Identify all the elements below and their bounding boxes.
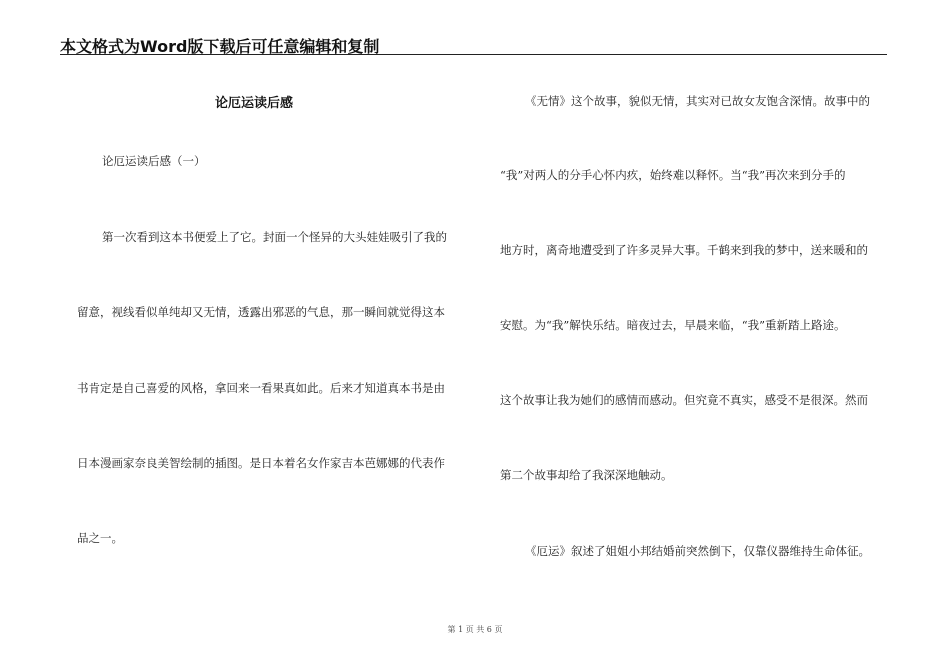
paragraph-line: 论厄运读后感（一） <box>102 154 206 168</box>
paragraph-line: 留意，视线看似单纯却又无情，透露出邪恶的气息，那一瞬间就觉得这本 <box>77 305 445 319</box>
paragraph-line: 地方时，离奇地遭受到了许多灵异大事。千鹤来到我的梦中，送来暖和的 <box>500 243 868 257</box>
paragraph-line: 第一次看到这本书便爱上了它。封面一个怪异的大头娃娃吸引了我的 <box>102 230 447 244</box>
paragraph-line: 《无情》这个故事，貌似无情，其实对已故女友饱含深情。故事中的 <box>525 94 870 108</box>
document-title: 论厄运读后感 <box>215 96 294 111</box>
paragraph-line: “我”对两人的分手心怀内疚，始终难以释怀。当“我”再次来到分手的 <box>500 168 846 182</box>
page-number: 第 1 页 共 6 页 <box>447 625 503 634</box>
paragraph-line: 品之一。 <box>77 531 123 545</box>
download-banner-title: 本文格式为Word版下载后可任意编辑和复制 <box>60 37 380 56</box>
paragraph-line: 书肯定是自己喜爱的风格，拿回来一看果真如此。后来才知道真本书是由 <box>77 381 445 395</box>
paragraph-line: 这个故事让我为她们的感情而感动。但究竟不真实，感受不是很深。然而 <box>500 393 868 407</box>
paragraph-line: 安慰。为“我”解快乐结。暗夜过去，早晨来临，“我”重新踏上路途。 <box>500 318 846 332</box>
header-divider <box>60 54 887 55</box>
paragraph-line: 《厄运》叙述了姐姐小邦结婚前突然倒下，仅靠仪器维持生命体征。 <box>525 544 870 558</box>
paragraph-line: 日本漫画家奈良美智绘制的插图。是日本着名女作家吉本芭娜娜的代表作 <box>77 456 445 470</box>
paragraph-line: 第二个故事却给了我深深地触动。 <box>500 468 673 482</box>
